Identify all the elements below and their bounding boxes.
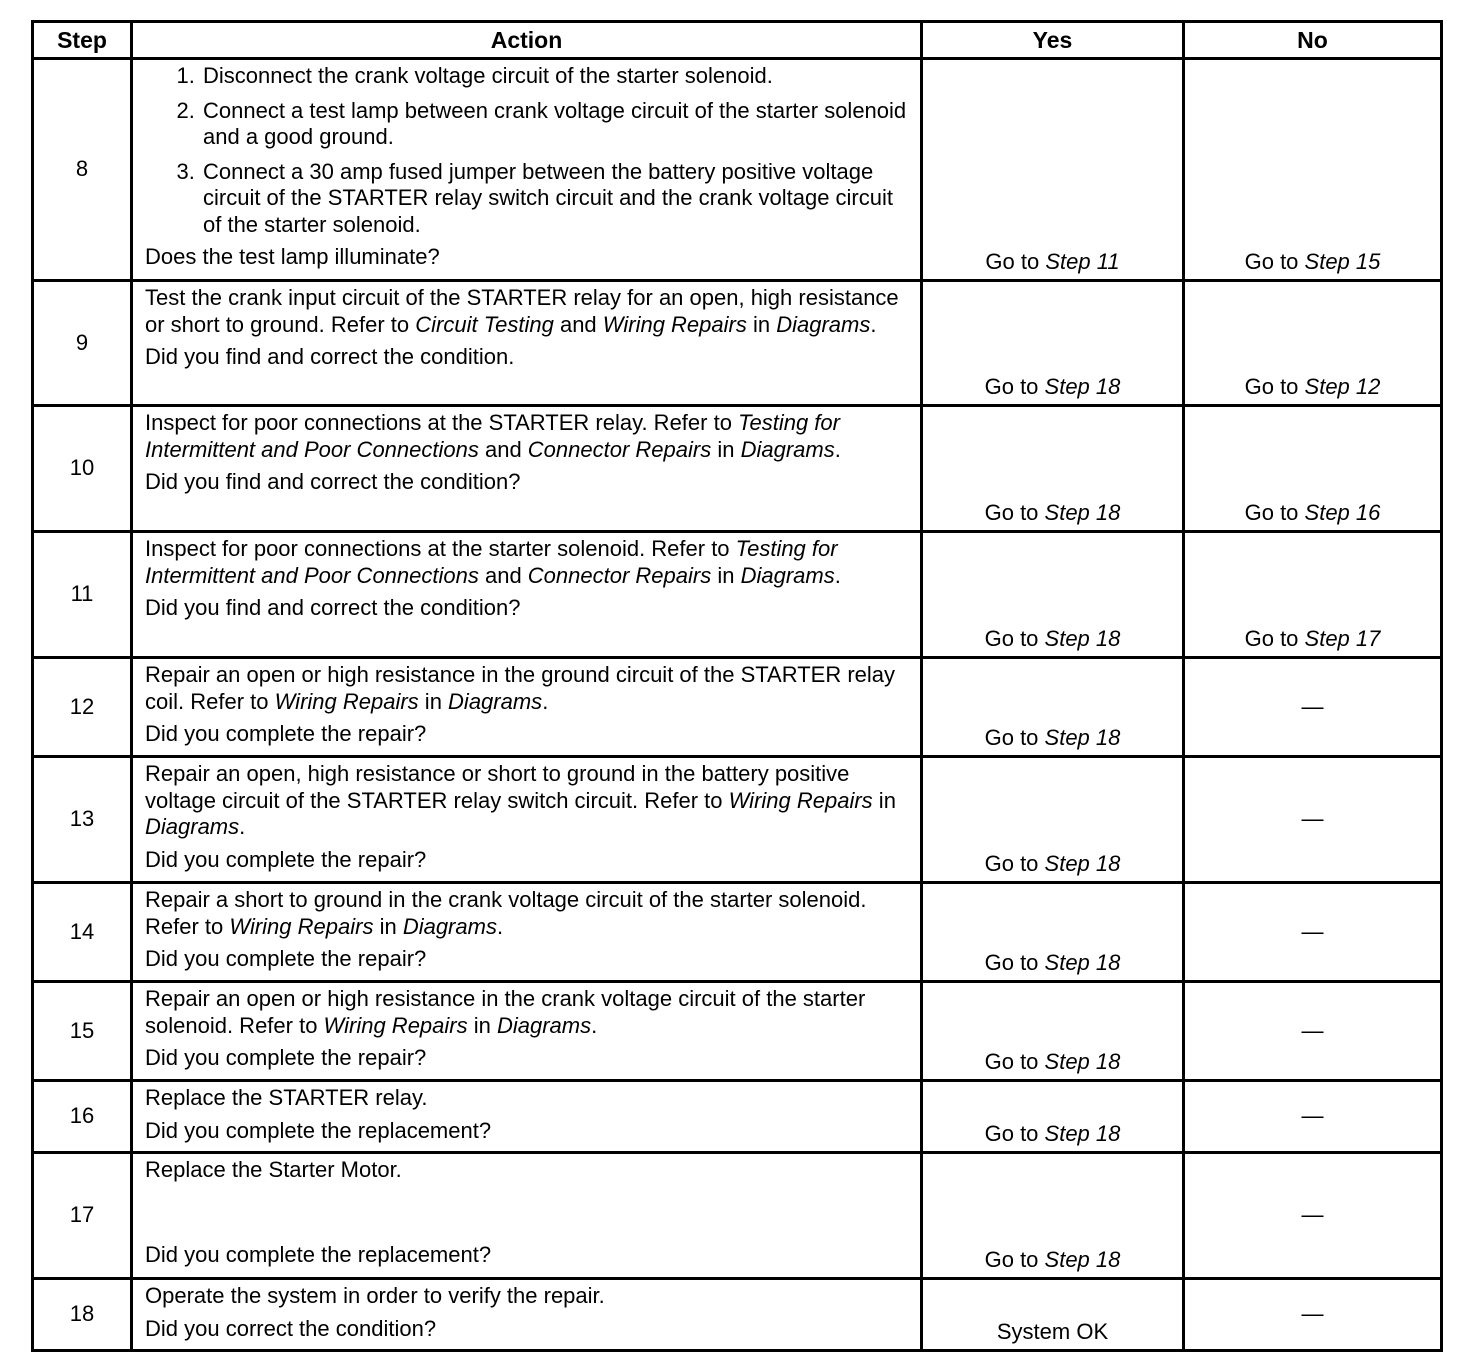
table-row (33, 1279, 1442, 1351)
yes-prefix: Go to (984, 724, 1045, 750)
yes-prefix: Go to (985, 248, 1046, 274)
action-question: Did you find and correct the condition. (145, 344, 515, 369)
action-cell (132, 658, 922, 757)
yes-prefix: Go to (984, 1246, 1045, 1272)
no-cell: — (1184, 1153, 1442, 1279)
yes-cell (922, 757, 1184, 883)
table-row (33, 658, 1442, 757)
yes-cell (922, 1153, 1184, 1279)
step-number: 15 (33, 982, 132, 1081)
yes-cell (922, 1081, 1184, 1153)
action-question: Did you complete the repair? (145, 946, 427, 971)
action-cell (132, 883, 922, 982)
no-target: Step 16 (1304, 499, 1381, 525)
yes-prefix: Go to (984, 373, 1045, 399)
yes-prefix: Go to (984, 1048, 1045, 1074)
header-no: No (1184, 22, 1442, 59)
action-text: Repair a short to ground in the crank voltage circuit of the starter solenoid. Refer to Wiring Repairs in Diagrams. (145, 887, 867, 939)
table-row (33, 1153, 1442, 1279)
step-number: 8 (33, 59, 132, 281)
yes-cell (922, 406, 1184, 532)
yes-prefix: Go to (984, 499, 1045, 525)
no-cell (1184, 59, 1442, 281)
yes-cell (922, 982, 1184, 1081)
yes-prefix: Go to (984, 850, 1045, 876)
step-number: 12 (33, 658, 132, 757)
action-question: Did you complete the repair? (145, 1045, 427, 1070)
action-text: Test the crank input circuit of the STARTER relay for an open, high resistance or short to ground. Refer to Circuit Testing and Wiring Repairs in Diagrams. (145, 285, 899, 337)
no-cell: — (1184, 982, 1442, 1081)
yes-cell (922, 59, 1184, 281)
action-text: Repair an open or high resistance in the ground circuit of the STARTER relay coil. Refer to Wiring Repairs in Diagrams. (145, 662, 896, 714)
action-text: Inspect for poor connections at the starter solenoid. Refer to Testing for Intermittent and Poor Connections and Connector Repairs in Diagrams. (145, 536, 841, 588)
action-cell (132, 59, 922, 281)
no-target: Step 17 (1304, 625, 1381, 651)
yes-target: Step 18 (1044, 625, 1121, 651)
header-yes: Yes (922, 22, 1184, 59)
header-row (33, 22, 1442, 59)
table-row (33, 281, 1442, 406)
yes-target: Step 11 (1045, 248, 1120, 274)
yes-target: Step 18 (1044, 1120, 1121, 1146)
table-row (33, 982, 1442, 1081)
table-row (33, 883, 1442, 982)
action-question: Does the test lamp illuminate? (145, 244, 440, 269)
yes-target: Step 18 (1044, 373, 1121, 399)
action-cell (132, 532, 922, 658)
action-question: Did you complete the repair? (145, 846, 427, 872)
yes-prefix: Go to (984, 1120, 1045, 1146)
yes-target: Step 18 (1044, 850, 1121, 876)
yes-cell (922, 658, 1184, 757)
action-question: Did you complete the replacement? (145, 1241, 492, 1267)
list-item: 2. Connect a test lamp between crank voltage circuit of the starter solenoid and a good ground. (201, 98, 908, 151)
no-target: Step 15 (1304, 248, 1381, 274)
table-row (33, 59, 1442, 281)
action-text: Repair an open or high resistance in the crank voltage circuit of the starter solenoid. Refer to Wiring Repairs in Diagrams. (145, 986, 866, 1038)
no-prefix: Go to (1244, 499, 1305, 525)
no-target: Step 12 (1304, 373, 1381, 399)
action-cell (132, 281, 922, 406)
no-cell: — (1184, 1081, 1442, 1153)
action-question: Did you complete the replacement? (145, 1117, 492, 1143)
yes-prefix: Go to (984, 625, 1045, 651)
table-row (33, 757, 1442, 883)
step-number: 9 (33, 281, 132, 406)
table-row (33, 1081, 1442, 1153)
header-action: Action (132, 22, 922, 59)
step-number: 11 (33, 532, 132, 658)
no-prefix: Go to (1244, 373, 1305, 399)
step-number: 17 (33, 1153, 132, 1279)
action-list (145, 63, 908, 238)
yes-cell (922, 532, 1184, 658)
yes-target: Step 18 (1044, 724, 1121, 750)
list-item: 3. Connect a 30 amp fused jumper between the battery positive voltage circuit of the STARTER relay switch circuit and the crank voltage circuit of the starter solenoid. (201, 159, 908, 239)
no-cell (1184, 406, 1442, 532)
action-cell (132, 1081, 922, 1153)
action-cell (132, 982, 922, 1081)
yes-cell (922, 281, 1184, 406)
step-number: 10 (33, 406, 132, 532)
yes-cell (922, 883, 1184, 982)
action-question: Did you find and correct the condition? (145, 469, 521, 494)
yes-target: Step 18 (1044, 1048, 1121, 1074)
step-number: 14 (33, 883, 132, 982)
yes-target: Step 18 (1044, 499, 1121, 525)
action-text: Inspect for poor connections at the STARTER relay. Refer to Testing for Intermittent and Poor Connections and Connector Repairs in Diagrams. (145, 410, 841, 462)
action-cell (132, 1279, 922, 1351)
no-cell (1184, 281, 1442, 406)
no-prefix: Go to (1244, 625, 1305, 651)
no-cell: — (1184, 757, 1442, 883)
yes-target: Step 18 (1044, 949, 1121, 975)
no-cell: — (1184, 1279, 1442, 1351)
action-question: Did you find and correct the condition? (145, 595, 521, 620)
action-question: Did you complete the repair? (145, 721, 427, 746)
step-number: 16 (33, 1081, 132, 1153)
step-number: 13 (33, 757, 132, 883)
diagnostic-table (31, 20, 1443, 1352)
yes-prefix: Go to (984, 949, 1045, 975)
action-text: Operate the system in order to verify the repair. (145, 1283, 605, 1308)
action-cell (132, 406, 922, 532)
header-step: Step (33, 22, 132, 59)
no-cell: — (1184, 658, 1442, 757)
step-number: 18 (33, 1279, 132, 1351)
action-text: Repair an open, high resistance or short to ground in the battery positive voltage circuit of the STARTER relay switch circuit. Refer to Wiring Repairs in Diagrams. (145, 761, 896, 839)
table-row (33, 406, 1442, 532)
yes-cell: System OK (922, 1279, 1184, 1351)
action-text: Replace the STARTER relay. (145, 1085, 428, 1110)
no-cell (1184, 532, 1442, 658)
no-cell: — (1184, 883, 1442, 982)
yes-target: Step 18 (1044, 1246, 1121, 1272)
table-row (33, 532, 1442, 658)
no-prefix: Go to (1244, 248, 1305, 274)
action-question: Did you correct the condition? (145, 1315, 437, 1341)
action-text: Replace the Starter Motor. (145, 1157, 402, 1182)
action-cell (132, 757, 922, 883)
list-item: 1. Disconnect the crank voltage circuit of the starter solenoid. (201, 63, 908, 90)
action-cell (132, 1153, 922, 1279)
